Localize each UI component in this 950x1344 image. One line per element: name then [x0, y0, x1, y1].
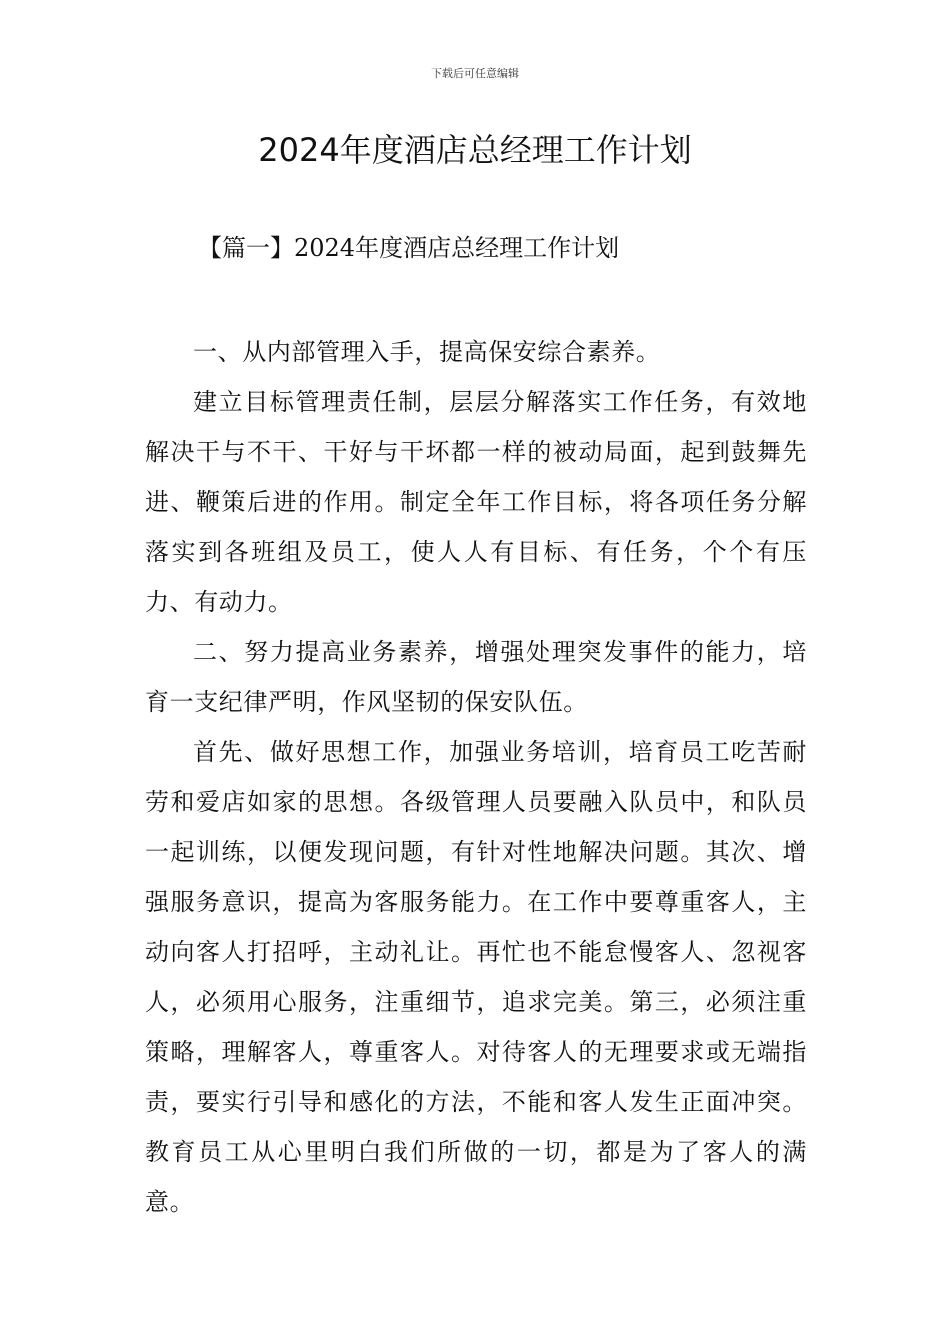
paragraph: 首先、做好思想工作，加强业务培训，培育员工吃苦耐劳和爱店如家的思想。各级管理人员要融入队员中，和队员一起训练，以便发现问题，有针对性地解决问题。其次、增强服务意识，提高为客服务能力。在工作中要尊重客人，主动向客人打招呼，主动礼让。再忙也不能怠慢客人、忽视客人，必须用心服务，注重细节，追求完美。第三，必须注重策略，理解客人，尊重客人。对待客人的无理要求或无端指责，要实行引导和感化的方法，不能和客人发生正面冲突。教育员工从心里明白我们所做的一切，都是为了客人的满意。 — [145, 738, 807, 1216]
paragraph: 二、努力提高业务素养，增强处理突发事件的能力，培育一支纪律严明，作风坚韧的保安队伍。 — [145, 638, 807, 716]
document-title: 2024年度酒店总经理工作计划 — [258, 131, 692, 169]
header-note: 下载后可任意编辑 — [431, 67, 519, 80]
paragraph: 一、从内部管理入手，提高保安综合素养。 — [193, 338, 661, 366]
paragraph: 建立目标管理责任制，层层分解落实工作任务，有效地解决干与不干、干好与干坏都一样的被动局面，起到鼓舞先进、鞭策后进的作用。制定全年工作目标，将各项任务分解落实到各班组及员工，使人人有目标、有任务，个个有压力、有动力。 — [145, 388, 807, 616]
document-body — [145, 327, 807, 1227]
section-subtitle: 【篇一】2024年度酒店总经理工作计划 — [198, 234, 620, 262]
